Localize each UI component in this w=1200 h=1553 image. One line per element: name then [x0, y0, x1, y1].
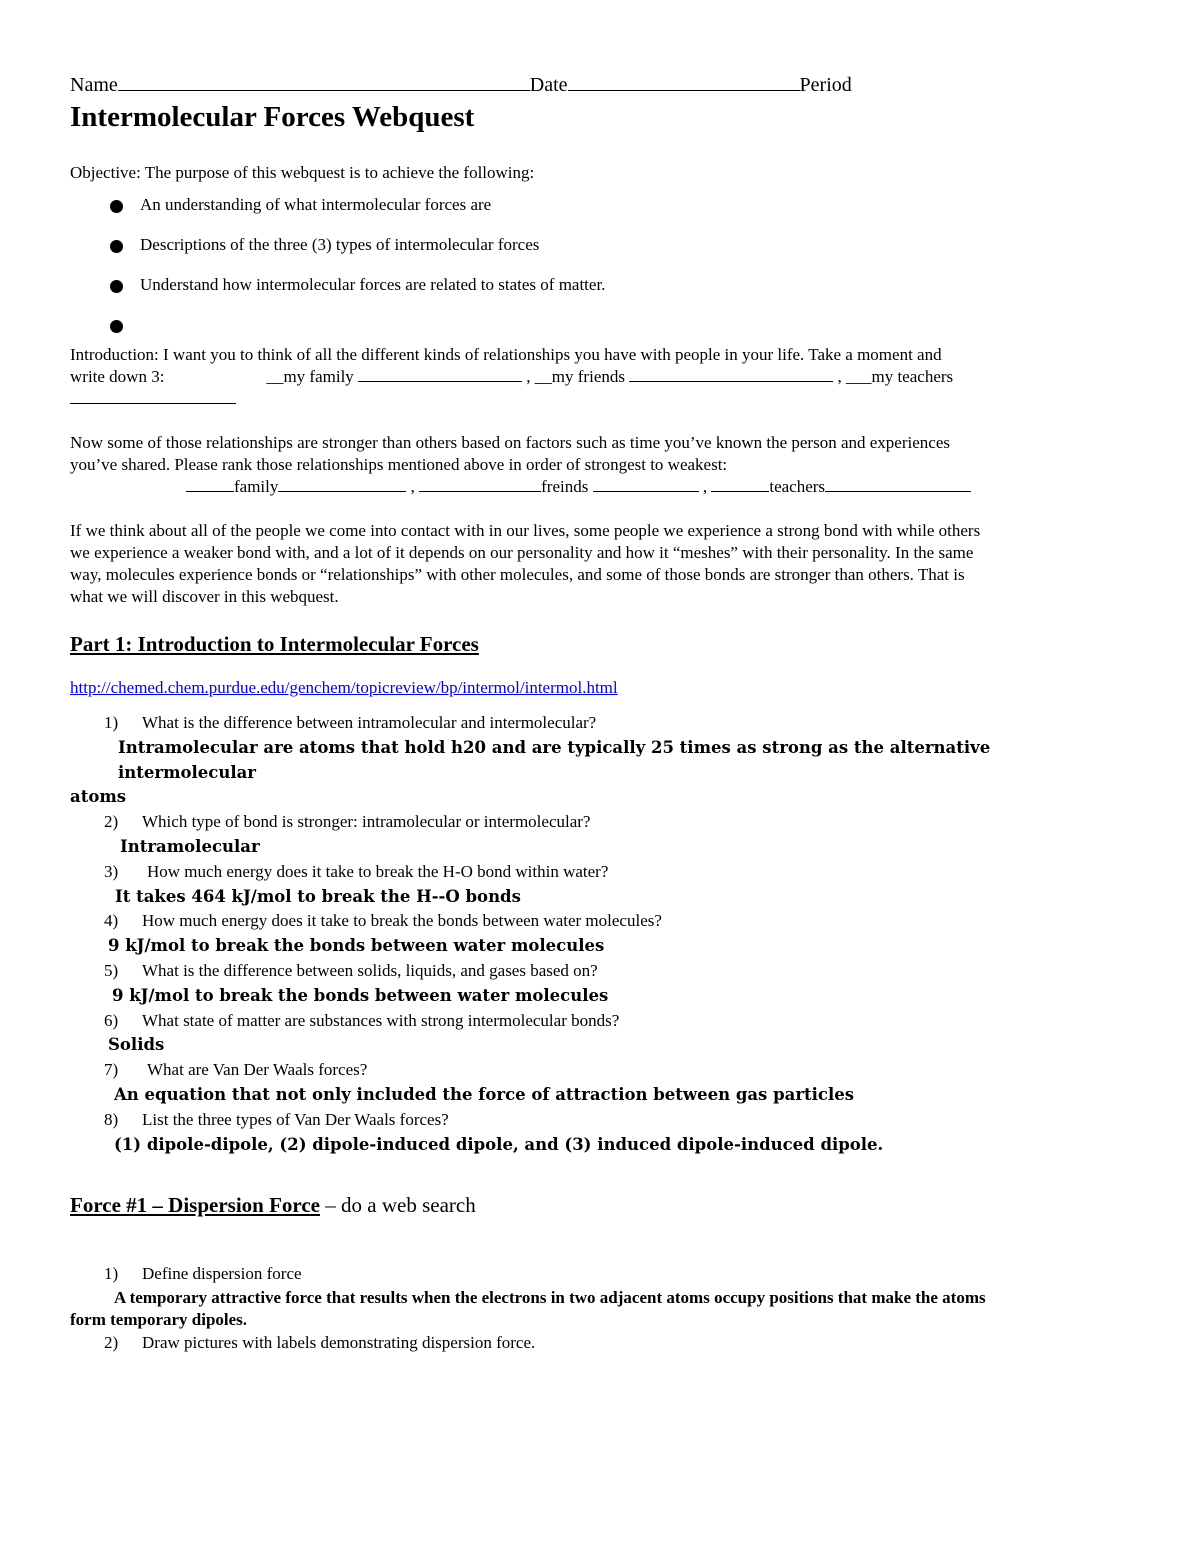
question: 1) What is the difference between intramolecular and intermolecular? [104, 713, 597, 732]
bullet-icon [110, 240, 123, 253]
part1-link[interactable]: http://chemed.chem.purdue.edu/genchem/topicreview/bp/intermol/intermol.html [70, 678, 618, 697]
friends-label: my friends [551, 367, 625, 386]
family-blank[interactable] [358, 366, 522, 382]
relationships-paragraph: If we think about all of the people we come into contact with in our lives, some people we experience a strong bond with while others we experience a weaker bond with, and a lot of it depends on our personality and how it “meshes” with their personality. In the same way, molecules experience bonds or “relationships” with other molecules, and some of those bonds are stronger than others. That is what we will discover in this webquest. [70, 521, 981, 606]
header-line [70, 72, 1130, 98]
page-title: Intermolecular Forces Webquest [70, 101, 475, 133]
bullet-icon [110, 280, 123, 293]
name-label: Name [70, 74, 118, 96]
question: 3) How much energy does it take to break the H-O bond within water? [104, 861, 609, 881]
bullet-icon [110, 320, 123, 333]
family-label: my family [283, 367, 354, 386]
list-item: Understand how intermolecular forces are related to states of matter. [70, 274, 1130, 314]
answer: Intramolecular are atoms that hold h20 and are typically 25 times as strong as the alternative intermolecular [118, 737, 991, 782]
intro-line-2: write down 3: __my family , __my friends , ___my teachers [70, 367, 954, 386]
answer: A temporary attractive force that results when the electrons in two adjacent atoms occupy positions that make the atoms [114, 1288, 986, 1308]
force1-heading: Force #1 – Dispersion Force – do a web search [70, 1193, 476, 1218]
name-field[interactable] [118, 72, 530, 91]
worksheet-page [70, 72, 1130, 1356]
rank-blank-6[interactable] [825, 476, 971, 492]
question: 2) Which type of bond is stronger: intramolecular or intermolecular? [104, 812, 591, 832]
rank-blank-4[interactable] [593, 476, 699, 492]
rank-blank-2[interactable] [278, 476, 406, 492]
question: 1) Define dispersion force [104, 1264, 302, 1284]
answer: 9 kJ/mol to break the bonds between water molecules [108, 936, 605, 956]
answer: 9 kJ/mol to break the bonds between water molecules [112, 985, 609, 1005]
question: 4) How much energy does it take to break the bonds between water molecules? [104, 911, 662, 931]
answer: Solids [108, 1035, 165, 1055]
question: 5) What is the difference between solids, liquids, and gases based on? [104, 960, 598, 980]
part1-heading: Part 1: Introduction to Intermolecular Forces [70, 632, 479, 656]
list-item [70, 314, 1130, 344]
objective-list [70, 194, 1130, 344]
teachers-blank[interactable] [70, 388, 236, 404]
period-label: Period [799, 74, 852, 96]
answer: Intramolecular [120, 836, 260, 856]
list-item: Descriptions of the three (3) types of intermolecular forces [70, 234, 1130, 274]
ranking-line-3: family , freinds , teachers [70, 476, 1130, 498]
question: 6) What state of matter are substances with strong intermolecular bonds? [104, 1010, 620, 1030]
bullet-icon [110, 200, 123, 213]
rank-blank-5[interactable] [711, 476, 769, 492]
answer: form temporary dipoles. [70, 1310, 248, 1330]
question: 8) List the three types of Van Der Waals forces? [104, 1109, 449, 1129]
ranking [70, 432, 1130, 498]
date-field[interactable] [568, 72, 800, 91]
introduction [70, 344, 1130, 410]
answer: atoms [70, 787, 127, 807]
teachers-label: my teachers [871, 367, 954, 386]
question: 2) Draw pictures with labels demonstrating dispersion force. [104, 1333, 536, 1353]
rank-blank-1[interactable] [186, 476, 234, 492]
date-label: Date [529, 74, 568, 96]
list-item: An understanding of what intermolecular forces are [70, 194, 1130, 234]
rank-blank-3[interactable] [419, 476, 541, 492]
answer: An equation that not only included the force of attraction between gas particles [114, 1084, 855, 1104]
answer: (1) dipole-dipole, (2) dipole-induced dipole, and (3) induced dipole-induced dipole. [114, 1134, 884, 1154]
ranking-line-2: you’ve shared. Please rank those relationships mentioned above in order of strongest to weakest: [70, 455, 728, 474]
ranking-line-1: Now some of those relationships are stronger than others based on factors such as time you’ve known the person and experiences [70, 433, 950, 452]
question: 7) What are Van Der Waals forces? [104, 1060, 368, 1080]
answer: It takes 464 kJ/mol to break the H--O bonds [115, 886, 521, 906]
objective-text: Objective: The purpose of this webquest is to achieve the following: [70, 163, 535, 182]
friends-blank[interactable] [629, 366, 833, 382]
part1-questions [70, 711, 1130, 1157]
intro-line-1: Introduction: I want you to think of all the different kinds of relationships you have with people in your life. Take a moment and [70, 345, 942, 364]
